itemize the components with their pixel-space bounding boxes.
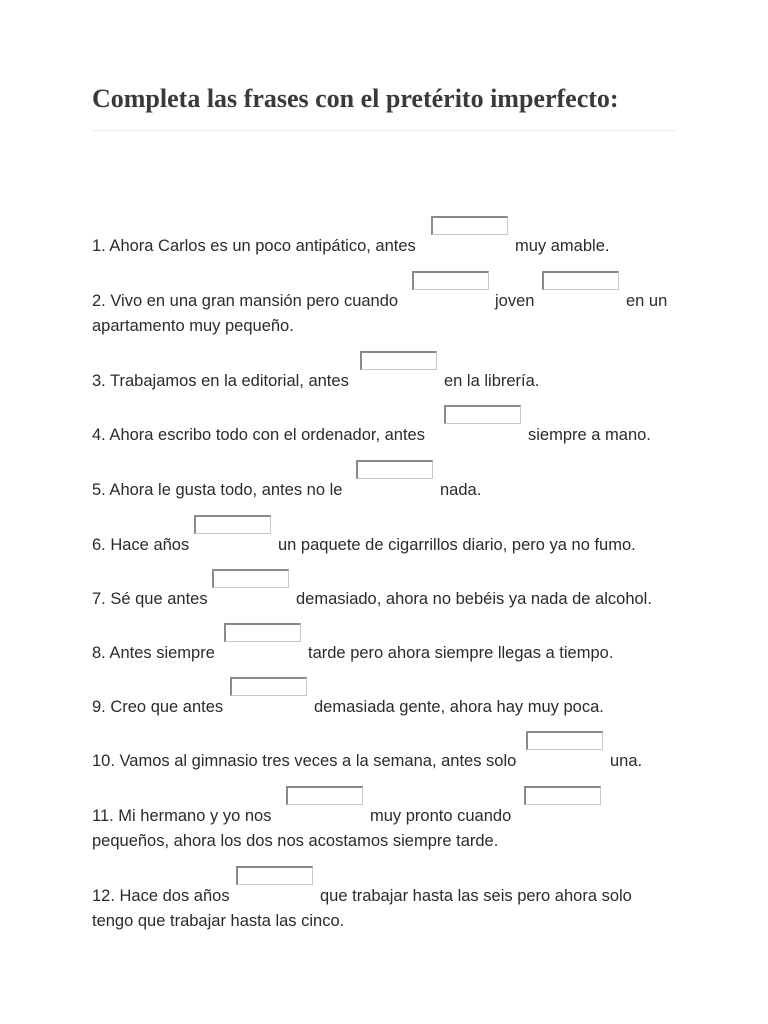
answer-1-input[interactable] — [431, 216, 508, 235]
sentence-3-text-end: en la librería. — [444, 372, 540, 390]
answer-4-input[interactable] — [444, 405, 521, 424]
answer-2a-input[interactable] — [412, 271, 489, 290]
sentence-3-text-start: 3. Trabajamos en la editorial, antes — [92, 372, 349, 390]
sentence-11-text-continued: pequeños, ahora los dos nos acostamos siempre tarde. — [92, 832, 499, 850]
answer-6-input[interactable] — [194, 515, 271, 534]
sentence-11-text-middle: muy pronto cuando — [370, 807, 512, 825]
answer-11b-input[interactable] — [524, 786, 601, 805]
answer-8-input[interactable] — [224, 623, 301, 642]
sentence-4-text-end: siempre a mano. — [528, 426, 651, 444]
answer-9-input[interactable] — [230, 677, 307, 696]
sentence-1-text-end: muy amable. — [515, 237, 610, 255]
sentence-4-text-start: 4. Ahora escribo todo con el ordenador, antes — [92, 426, 425, 444]
sentence-12-text-middle: que trabajar hasta las seis pero ahora solo — [320, 887, 632, 905]
sentence-1-text-start: 1. Ahora Carlos es un poco antipático, antes — [92, 237, 416, 255]
title-divider — [92, 130, 676, 131]
answer-3-input[interactable] — [360, 351, 437, 370]
sentence-8-text-end: tarde pero ahora siempre llegas a tiempo. — [308, 644, 614, 662]
sentence-7-text-end: demasiado, ahora no bebéis ya nada de alcohol. — [296, 590, 652, 608]
sentence-8-text-start: 8. Antes siempre — [92, 644, 215, 662]
sentence-5-text-end: nada. — [440, 481, 482, 499]
sentence-12-text-continued: tengo que trabajar hasta las cinco. — [92, 912, 345, 930]
answer-2b-input[interactable] — [542, 271, 619, 290]
sentence-9-text-start: 9. Creo que antes — [92, 698, 224, 716]
answer-10-input[interactable] — [526, 731, 603, 750]
sentence-10-text-end: una. — [610, 752, 643, 770]
answer-12-input[interactable] — [236, 866, 313, 885]
sentence-7-text-start: 7. Sé que antes — [92, 590, 208, 608]
sentence-9-text-end: demasiada gente, ahora hay muy poca. — [314, 698, 604, 716]
answer-7-input[interactable] — [212, 569, 289, 588]
answer-5-input[interactable] — [356, 460, 433, 479]
sentence-2-text-end: en un — [626, 292, 668, 310]
sentence-10-text-start: 10. Vamos al gimnasio tres veces a la semana, antes solo — [92, 752, 517, 770]
sentence-6-text-end: un paquete de cigarrillos diario, pero ya no fumo. — [278, 536, 636, 554]
sentence-6-text-start: 6. Hace años — [92, 536, 190, 554]
sentence-5-text-start: 5. Ahora le gusta todo, antes no le — [92, 481, 343, 499]
answer-11a-input[interactable] — [286, 786, 363, 805]
sentence-2-text-start: 2. Vivo en una gran mansión pero cuando — [92, 292, 399, 310]
sentence-2-text-continued: apartamento muy pequeño. — [92, 317, 294, 335]
sentence-11-text-start: 11. Mi hermano y yo nos — [92, 807, 272, 825]
sentence-2-text-middle: joven — [495, 292, 535, 310]
sentence-12-text-start: 12. Hace dos años — [92, 887, 230, 905]
page-title: Completa las frases con el pretérito imperfecto: — [92, 84, 619, 113]
